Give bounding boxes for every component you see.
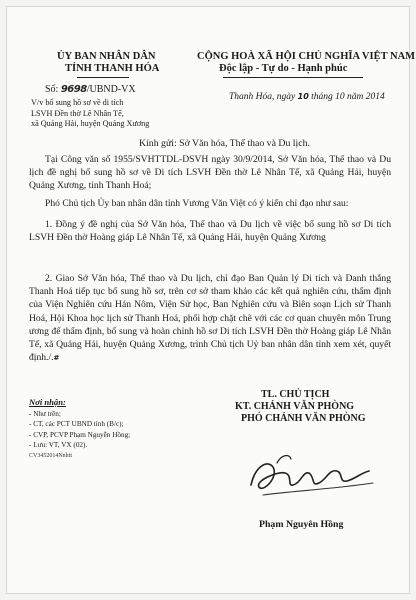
recipient-item: - Lưu: VT, VX (02). <box>29 441 88 450</box>
handwritten-signature <box>233 437 383 515</box>
document-code: CV3452014Nnhtt <box>29 452 73 459</box>
recipient-item: - Như trên; <box>29 410 61 418</box>
signer-name: Phạm Nguyên Hồng <box>259 519 344 530</box>
subject-line: LSVH Đền thờ Lê Nhân Tế, <box>31 108 124 118</box>
body-paragraph-2: Phó Chủ tịch Ủy ban nhân dân tỉnh Vương Văn Việt có ý kiến chỉ đạo như sau: <box>45 198 349 209</box>
motto-underline <box>223 77 363 78</box>
recipients-list <box>29 409 130 461</box>
addressee: Kính gửi: Sở Văn hóa, Thể thao và Du lịch. <box>139 138 310 149</box>
place-date-prefix: Thanh Hóa, ngày <box>229 92 296 102</box>
document-number-prefix: Số: <box>45 84 59 95</box>
document-number-suffix: /UBND-VX <box>86 84 136 95</box>
signature-title-3: PHÓ CHÁNH VĂN PHÒNG <box>241 413 366 424</box>
issuer-name-line2: TỈNH THANH HÓA <box>65 63 160 74</box>
recipient-item: - CT, các PCT UBND tỉnh (B/c); <box>29 420 124 429</box>
body-paragraph-3: 1. Đồng ý đề nghị của Sở Văn hóa, Thể thao và Du lịch về việc bổ sung hồ sơ Di tích LSVH Đền thờ Hoàng giáp Lê Nhân Tế, xã Quảng Hải, huyện Quảng Xương <box>29 219 391 244</box>
signature-title-2: KT. CHÁNH VĂN PHÒNG <box>235 401 355 412</box>
document-subject <box>31 98 191 130</box>
body-paragraph-1: Tại Công văn số 1955/SVHTTDL-DSVH ngày 30/9/2014, Sở Văn hóa, Thể thao và Du lịch đề nghị bổ sung hồ sơ về Di tích LSVH Đền thờ Lê Nhân Tế, xã Quảng Hải, huyện Quảng Xương, tỉnh Thanh Hoá; <box>29 154 391 192</box>
subject-line: xã Quảng Hải, huyện Quảng Xương <box>31 119 150 128</box>
subject-line: V/v bổ sung hồ sơ về di tích <box>31 98 124 107</box>
signature-title-1: TL. CHỦ TỊCH <box>261 389 330 400</box>
document-number <box>45 84 136 95</box>
issuer-underline <box>77 77 129 78</box>
national-title: CỘNG HOÀ XÃ HỘI CHỦ NGHĨA VIỆT NAM <box>197 51 416 62</box>
body-paragraph-4-text: 2. Giao Sở Văn hóa, Thể thao và Du lịch, chỉ đạo Ban Quản lý Di tích và Danh thắng Thanh Hoá tiếp tục bổ sung hồ sơ, trên cơ sở tham khảo các kết quả nghiên cứu, thẩm định của Viện Nghiên cứu Hán Nôm, Viện Sử học, Ban Nghiên cứu và Biên soạn Lịch sử Thanh Hoá, Hội Khoa học lịch sử Thanh Hoá, phối hợp chặt chẽ với các cơ quan chuyên môn Trung ương để thẩm định, bổ sung và hoàn chỉnh hồ sơ Di tích LSVH Đền thờ Hoàng giáp Lê Nhân Tế, xã Quảng Hải, huyện Quảng Xương, trình Chủ tịch Uỷ ban nhân dân tỉnh xem xét, quyết định./. <box>29 273 391 364</box>
document-number-handwritten: 9698 <box>60 84 87 95</box>
end-mark: # <box>53 354 60 363</box>
national-motto: Độc lập - Tự do - Hạnh phúc <box>219 63 348 74</box>
place-date <box>229 92 385 102</box>
body-paragraph-4 <box>29 272 391 365</box>
issuer-name-line1: ỦY BAN NHÂN DÂN <box>57 51 156 62</box>
document-page <box>6 6 416 594</box>
place-date-day-handwritten: 10 <box>297 92 309 101</box>
recipient-item: - CVP, PCVP Phạm Nguyễn Hồng; <box>29 430 131 439</box>
place-date-suffix: tháng 10 năm 2014 <box>311 92 385 102</box>
recipients-title: Nơi nhận: <box>29 397 66 407</box>
